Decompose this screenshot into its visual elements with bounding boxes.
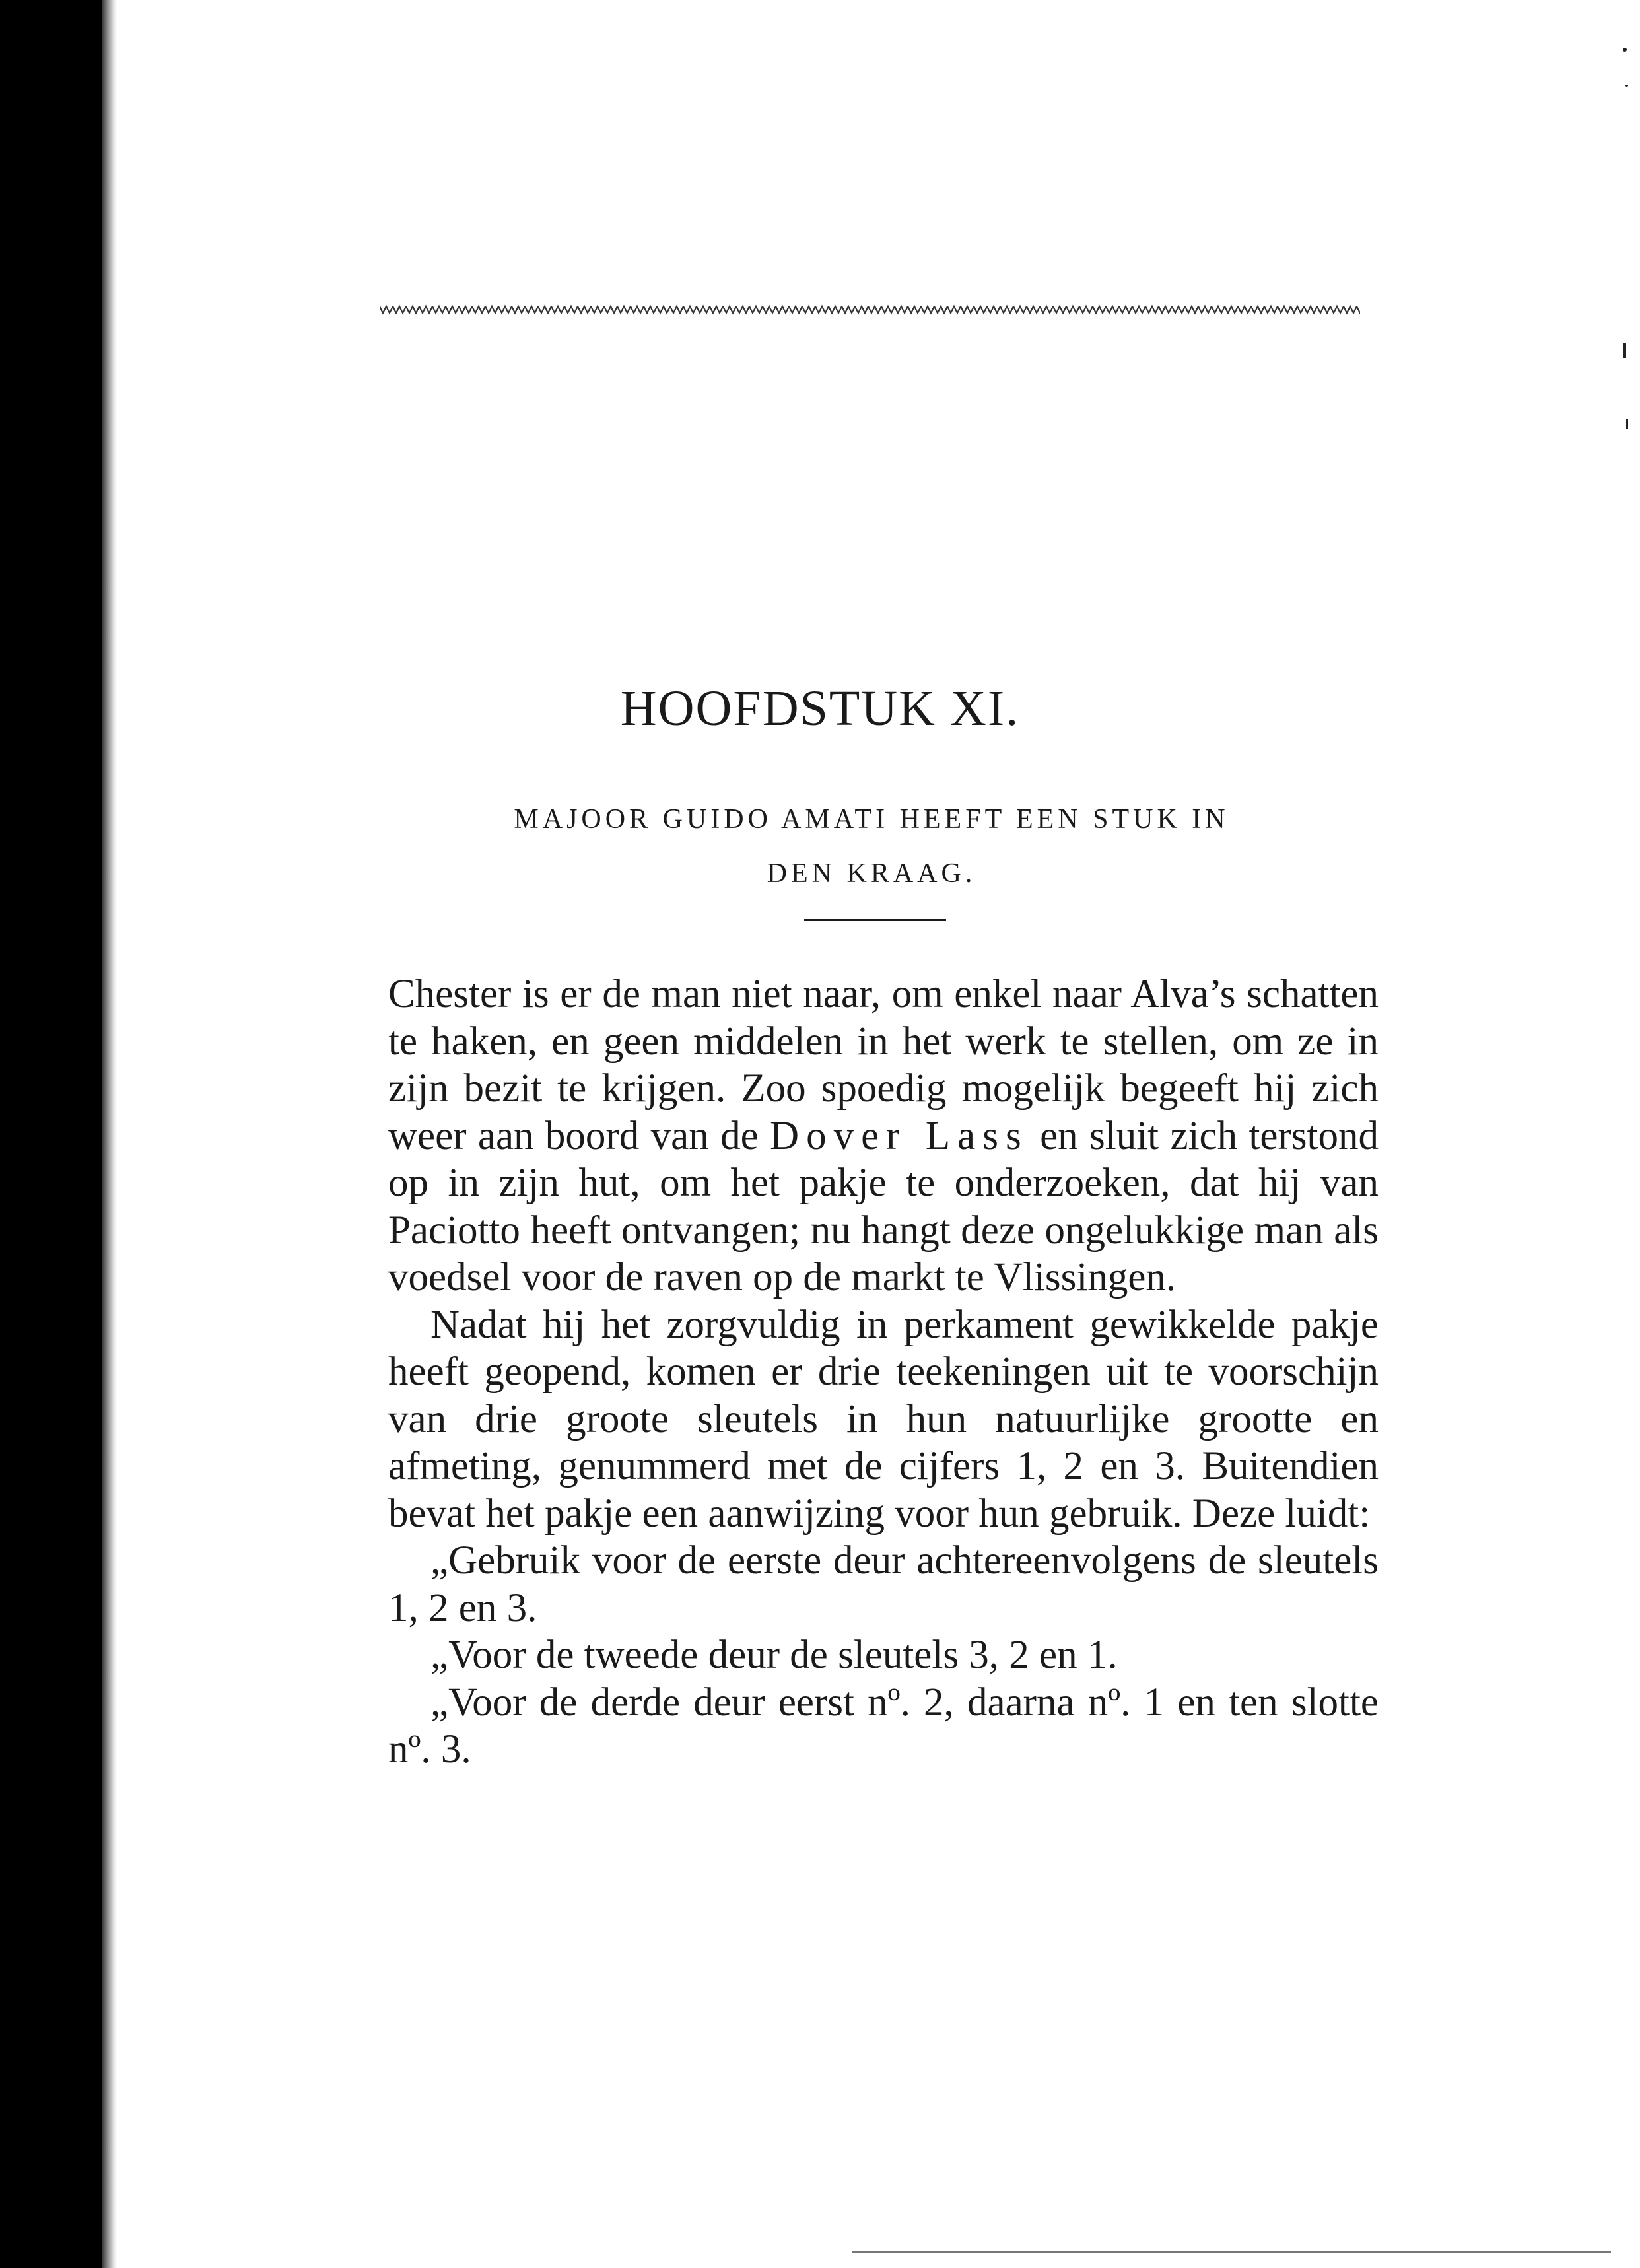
subtitle-line: MAJOOR GUIDO AMATI HEEFT EEN STUK IN [514,804,1229,835]
ship-name: Dover Lass [770,1113,1029,1158]
subtitle-line: DEN KRAAG. [767,858,976,889]
edge-mark [1625,85,1628,87]
binding-gutter [102,0,117,2268]
paragraph: „Voor de derde deur eerst nº. 2, daarna nº. 1 en ten slotte nº. 3. [388,1680,1379,1771]
edge-mark [1623,343,1626,358]
paragraph: „Voor de tweede deur de sleutels 3, 2 en 1. [430,1633,1118,1677]
title-divider [804,919,946,921]
paragraph: „Gebruik voor de eerste deur achtereenvolgens de sleutels 1, 2 en 3. [388,1538,1379,1630]
edge-mark [1623,48,1627,52]
body-text [388,971,1379,1773]
paragraph-text: Chester is er de man niet naar, om enkel naar Alva’s schatten te haken, en geen middelen in het werk te stellen, om ze in zijn bezit te krijgen. Zoo spoedig mogelijk begeeft hij zich weer aan boord van de [388,972,1379,1158]
chapter-heading: HOOFDSTUK XI. [620,681,1020,736]
paragraph-text: en sluit zich terstond op in zijn hut, om het pakje te onderzoeken, dat hij van Paciotto heeft ontvangen; nu hangt deze ongelukkige man als voedsel voor de raven op de markt te Vlissingen. [388,1113,1379,1299]
chapter-subtitle [462,792,1281,901]
paragraph [388,971,1379,1301]
edge-mark [1626,419,1628,429]
decorative-border [380,302,1360,317]
binding-edge [0,0,102,2268]
paragraph: Nadat hij het zorgvuldig in perkament gewikkelde pakje heeft geopend, komen er drie teekeningen uit te voorschijn van drie groote sleutels in hun natuurlijke grootte en afmeting, genummerd met de cijfers 1, 2 en 3. Buitendien bevat het pakje een aanwijzing voor hun gebruik. Deze luidt: [388,1302,1379,1536]
footer-line [852,2251,1611,2253]
